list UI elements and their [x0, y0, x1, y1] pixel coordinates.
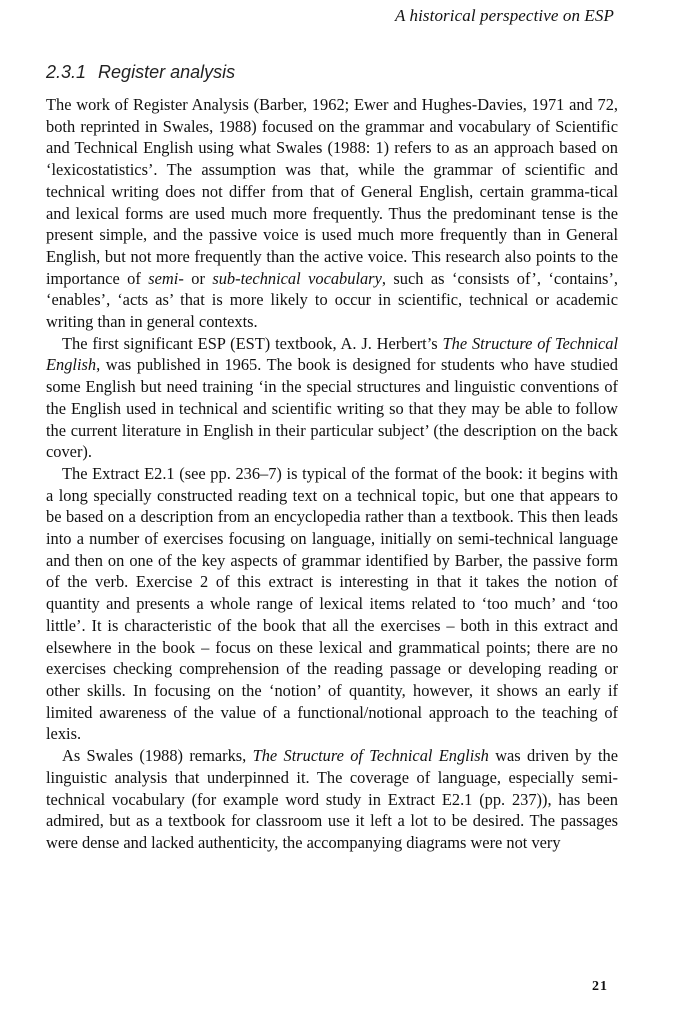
text-run: The Extract E2.1 (see pp. 236–7) is typical of the format of the book: it begins with a long specially constructed reading text on a technical topic, but one that appears to be based on a description from an encyclopedia rather than a textbook. This then leads into a number of exercises focusing on language, initially on semi-technical language and then on one of the key aspects of grammar identified by Barber, the passive form of the verb. Exercise 2 of this extract is interesting in that it takes the notion of quantity and presents a whole range of lexical items related to ‘too much’ and ‘too little’. It is characteristic of the book that all the exercises – both in this extract and elsewhere in the book – focus on these lexical and grammatical points; there are no exercises checking comprehension of the reading passage or developing reading or other skills. In focusing on the ‘notion’ of quantity, however, it shows an early if limited awareness of the value of a functional/notional approach to the teaching of lexis. — [46, 463, 618, 744]
paragraph — [46, 94, 618, 333]
text-run: or — [183, 268, 213, 288]
text-run: As Swales (1988) remarks, — [62, 746, 253, 766]
text-run: , such as ‘consists of’, ‘contains’, ‘enables’, ‘acts as’ that is more likely to occur in scientific, technical or academic writing than in general contexts. — [46, 268, 618, 332]
italic-text: The Structure of Technical English — [252, 746, 489, 766]
italic-text: The Structure of Technical English — [46, 333, 618, 375]
paragraph — [46, 333, 618, 463]
page-number: 21 — [592, 979, 608, 994]
section-heading — [46, 62, 235, 83]
text-run: The first significant ESP (EST) textbook, A. J. Herbert’s — [62, 333, 443, 353]
paragraph — [46, 745, 618, 854]
paragraph — [46, 463, 618, 745]
text-run: , was published in 1965. The book is designed for students who have studied some English but need training ‘in the special structures and linguistic conventions of the English used in technical and scientific writing so that they may be able to follow the current literature in English in their particular subject’ (the description on the back cover). — [46, 355, 618, 462]
section-number: 2.3.1 — [46, 62, 87, 82]
text-run: was driven by the linguistic analysis that underpinned it. The coverage of language, especially semi-technical vocabulary (for example word study in Extract E2.1 (pp. 237)), has been admired, but as a textbook for classroom use it left a lot to be desired. The passages were dense and lacked authenticity, the accompanying diagrams were not very — [46, 746, 618, 852]
section-title: Register analysis — [98, 62, 236, 82]
body-text — [46, 94, 618, 854]
italic-text: semi- — [148, 268, 184, 288]
italic-text: sub-technical vocabulary — [212, 268, 382, 288]
text-run: The work of Register Analysis (Barber, 1962; Ewer and Hughes-Davies, 1971 and 72, both reprinted in Swales, 1988) focused on the grammar and vocabulary of Scientific and Technical English using what Swales (1988: 1) refers to as an approach based on ‘lexicostatistics’. The assumption was that, while the grammar of scientific and technical writing does not differ from that of General English, certain gramma-tical and lexical forms are used much more frequently. Thus the predominant tense is the present simple, and the passive voice is used much more frequently than in General English, but not more frequently than the active voice. This research also points to the importance of — [46, 95, 618, 288]
running-head: A historical perspective on ESP — [394, 6, 614, 25]
